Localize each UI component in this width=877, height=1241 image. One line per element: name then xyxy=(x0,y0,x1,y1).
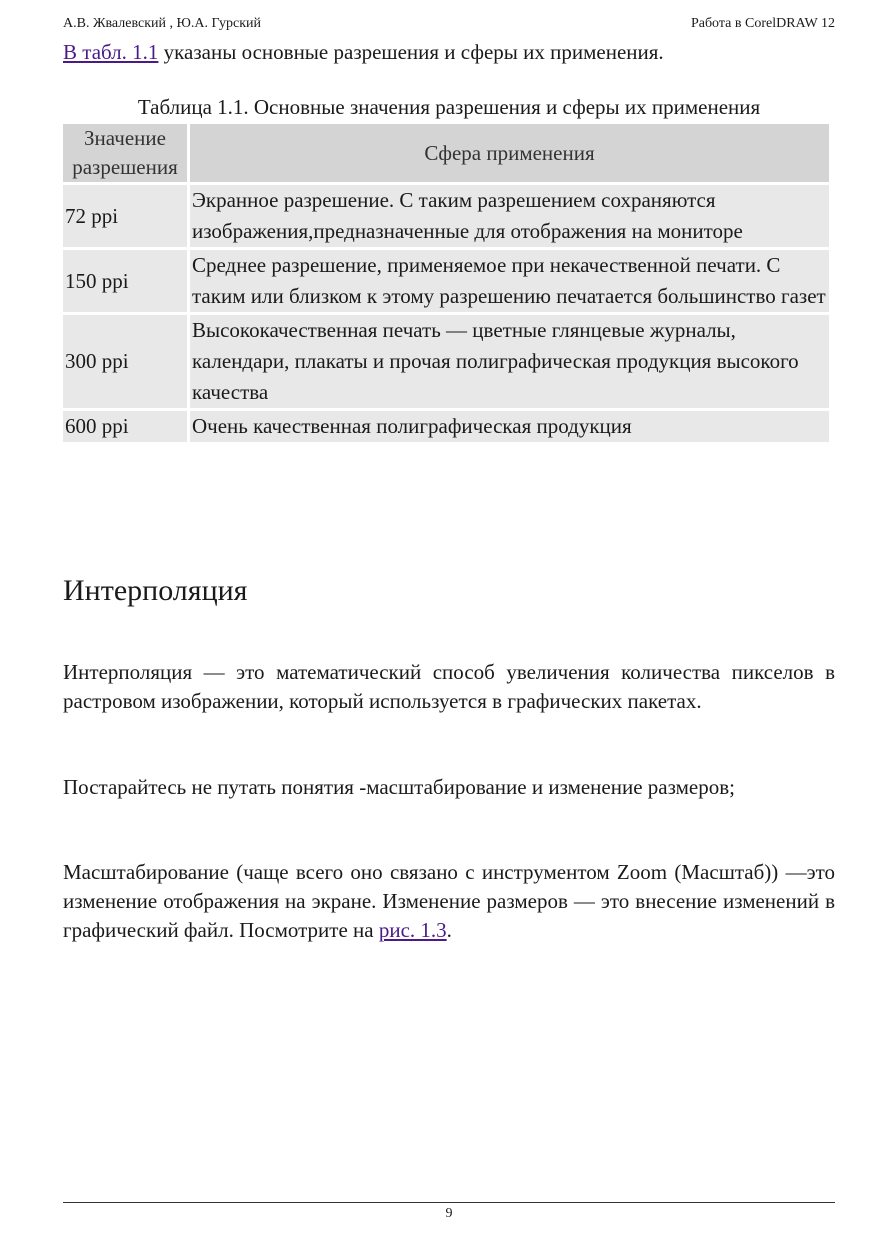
table-row xyxy=(63,315,829,408)
footer-rule xyxy=(63,1202,835,1203)
section-heading: Интерполяция xyxy=(63,574,248,607)
resolution-table xyxy=(60,121,832,445)
running-header xyxy=(63,16,835,36)
table-reference-link[interactable]: В табл. 1.1 xyxy=(63,40,159,64)
resolution-cell: 300 ppi xyxy=(63,315,187,408)
table-row xyxy=(63,411,829,442)
intro-paragraph xyxy=(63,38,835,66)
resolution-cell: 600 ppi xyxy=(63,411,187,442)
header-authors: А.В. Жвалевский , Ю.А. Гурский xyxy=(63,16,262,31)
application-cell: Экранное разрешение. С таким разрешением сохраняются изображения,предназначенные для отображения на мониторе xyxy=(190,185,829,247)
table-header-row xyxy=(63,124,829,182)
figure-reference-link[interactable]: рис. 1.3 xyxy=(378,918,447,942)
header-book-title: Работа в CorelDRAW 12 xyxy=(690,16,835,31)
paragraph-scaling-text: Масштабирование (чаще всего оно связано с инструментом Zoom (Масштаб)) —это изменение отображения на экране. Изменение размеров — это внесение изменений в графический файл. Посмотрите на xyxy=(63,860,835,942)
table-row xyxy=(63,185,829,247)
application-cell: Среднее разрешение, применяемое при некачественной печати. С таким или близком к этому разрешению печатается большинство газет xyxy=(190,250,829,312)
page-number: 9 xyxy=(445,1206,453,1221)
paragraph-scaling-end: . xyxy=(446,918,452,942)
paragraph-scaling xyxy=(63,858,835,945)
column-header-resolution: Значение разрешения xyxy=(63,124,187,182)
table-caption: Таблица 1.1. Основные значения разрешения и сферы их применения xyxy=(137,95,761,119)
paragraph-definition: Интерполяция — это математический способ увеличения количества пикселов в растровом изображении, который используется в графических пакетах. xyxy=(63,660,835,713)
resolution-cell: 150 ppi xyxy=(63,250,187,312)
resolution-cell: 72 ppi xyxy=(63,185,187,247)
application-cell: Высококачественная печать — цветные глянцевые журналы, календари, плакаты и прочая полиграфическая продукция высокого качества xyxy=(190,315,829,408)
intro-text: указаны основные разрешения и сферы их применения. xyxy=(158,40,664,64)
column-header-application: Сфера применения xyxy=(190,124,829,182)
table-row xyxy=(63,250,829,312)
paragraph-warning: Постарайтесь не путать понятия -масштабирование и изменение размеров; xyxy=(63,775,735,799)
application-cell: Очень качественная полиграфическая продукция xyxy=(190,411,829,442)
